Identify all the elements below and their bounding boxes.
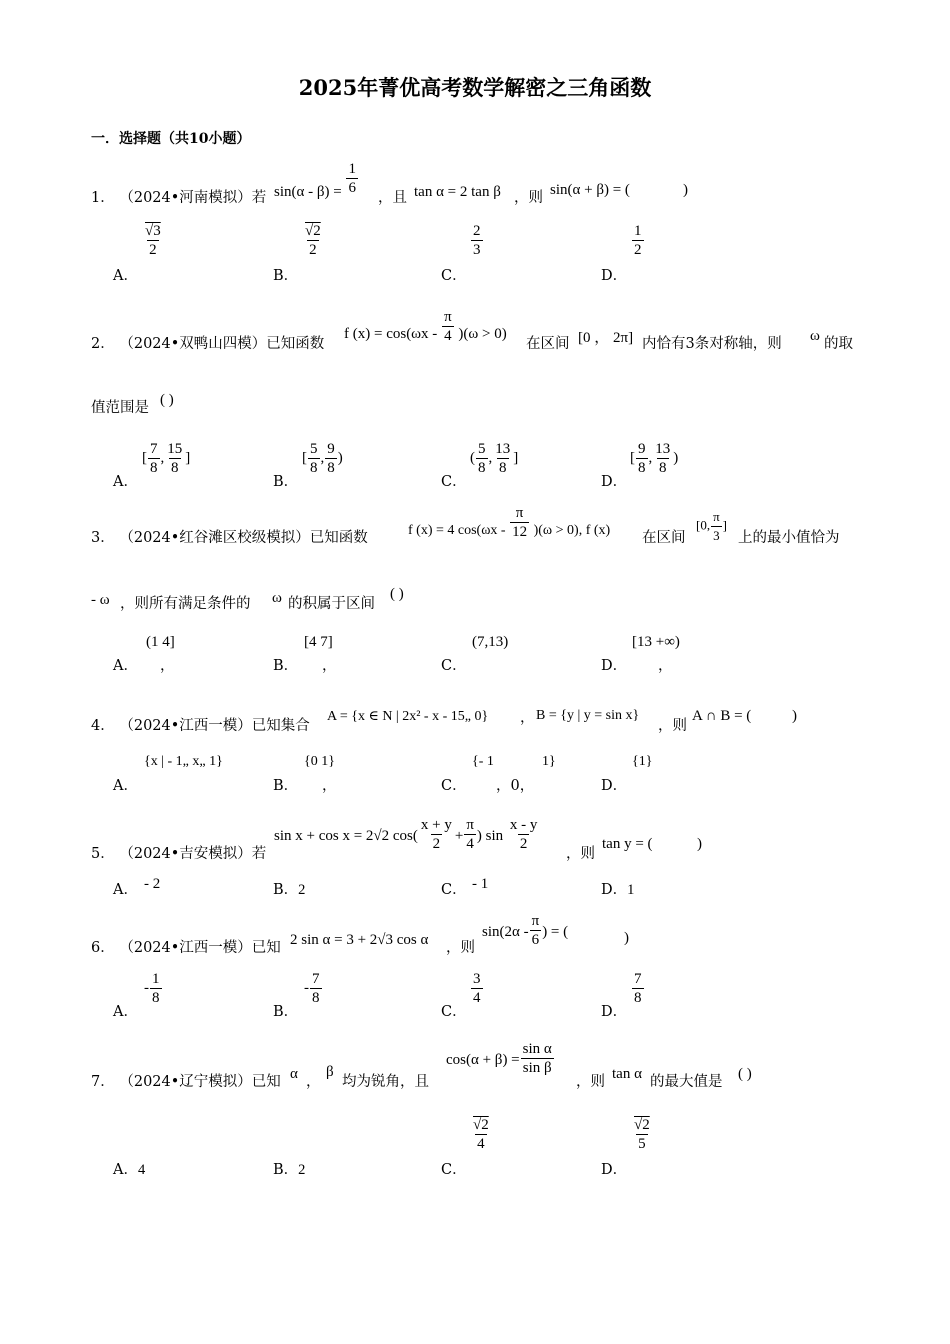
set-a: A = {x ∈ N | 2x² - x - 15„ 0} (327, 709, 489, 724)
numerator: 2 (473, 223, 481, 239)
numerator: π (466, 817, 474, 833)
denominator: 8 (312, 990, 320, 1006)
equation (274, 816, 540, 853)
stem-text: 值范围是 (91, 400, 149, 416)
option-c-value: {- 1 (472, 754, 494, 769)
option-letter: B． (273, 882, 299, 898)
omega-symbol: ω (810, 328, 820, 344)
sign: - (304, 979, 309, 996)
numerator: 1 (152, 971, 160, 987)
bracket: ] (185, 449, 191, 466)
numerator: 7 (150, 441, 158, 457)
numerator: sin α (522, 1041, 552, 1057)
numerator: 9 (638, 441, 646, 457)
option-b-value: 2 (298, 1162, 306, 1178)
function-expression (344, 308, 507, 345)
option-d-value (631, 222, 645, 259)
section-heading: 一．选择题（共10小题） (91, 131, 251, 147)
option-a-value (144, 970, 163, 1007)
question-1-condition (274, 160, 359, 200)
question-source: （2024•红谷滩区校级模拟）已知函数 (119, 530, 368, 546)
option-d-value: [ $\frac{9}{8}$ , $\frac{13}{8}$ ) (630, 441, 679, 476)
question-1-stem (91, 188, 266, 208)
equation: 2 sin α = 3 + 2√3 cos α (290, 932, 429, 948)
numerator: π (444, 309, 452, 325)
option-c-value: (7,13) (472, 634, 509, 650)
equation-text: ) sin (476, 827, 504, 844)
answer-paren: ( ) (160, 392, 174, 408)
option-d-value: {1} (632, 754, 653, 769)
numerator: 13 (655, 441, 671, 457)
stem-text: 的积属于区间 (288, 596, 375, 612)
option-b[interactable]: B． (273, 1004, 299, 1020)
denominator: 2 (149, 242, 157, 258)
question-ask: tan y = ( (602, 836, 653, 852)
option-a[interactable]: A． (113, 778, 138, 794)
connector: ，则 (658, 718, 687, 734)
numerator: 5 (310, 441, 318, 457)
omega-symbol: ω (272, 590, 282, 606)
option-a[interactable]: A． (113, 268, 138, 284)
bracket: ( (470, 449, 475, 466)
numerator: π (531, 913, 540, 929)
denominator: 2 (309, 242, 317, 258)
answer-paren: ) (624, 930, 629, 946)
option-c-value (470, 970, 484, 1007)
stem-text: 均为锐角，且 (342, 1074, 429, 1090)
denominator: 8 (478, 460, 486, 476)
answer-paren: ) (683, 182, 688, 198)
question-number: 1． (91, 190, 115, 206)
option-b-value: 2 (298, 882, 306, 898)
question-source: （2024•辽宁模拟）已知 (119, 1074, 281, 1090)
fraction (346, 160, 358, 197)
question-3-stem (91, 528, 368, 548)
question-ask: A ∩ B = ( (692, 708, 752, 724)
denominator: 2 (519, 836, 528, 852)
question-4-stem (91, 716, 310, 736)
numerator: 3 (473, 971, 481, 987)
question-source: （2024•江西一模）已知集合 (119, 718, 310, 734)
question-7-stem (91, 1072, 281, 1092)
option-d[interactable]: D． (601, 778, 628, 794)
option-c[interactable]: C． (441, 474, 467, 490)
bracket: ] (513, 449, 519, 466)
answer-paren: ) (697, 836, 702, 852)
operator: + (454, 827, 464, 844)
question-ask: sin(α + β) = ( (550, 182, 630, 198)
condition-text: sin(α - β) = (274, 183, 342, 200)
option-separator: ， (160, 658, 175, 674)
option-c-value: - 1 (472, 876, 489, 892)
option-c-value (470, 1116, 492, 1153)
answer-paren: ( ) (738, 1066, 752, 1082)
option-d-value: [13 +∞) (632, 634, 680, 650)
numerator: x - y (509, 817, 538, 833)
denominator: 2 (634, 242, 642, 258)
denominator: 5 (638, 1136, 646, 1152)
set-b: B = {y | y = sin x} (536, 708, 640, 723)
math-expression: - ω (91, 592, 110, 608)
denominator: 8 (659, 460, 667, 476)
option-separator: ， (322, 778, 337, 794)
numerator: 5 (478, 441, 486, 457)
question-source: （2024•河南模拟）若 (119, 190, 267, 206)
function-text: )(ω > 0) (458, 325, 507, 342)
bracket: [0, (696, 517, 711, 533)
numerator: √2 (305, 223, 321, 239)
function-expression (408, 504, 610, 541)
option-d[interactable] (601, 878, 634, 899)
question-number: 4． (91, 718, 115, 734)
option-d[interactable]: D． (601, 474, 628, 490)
question-number: 6． (91, 940, 115, 956)
option-a-value: [ $\frac{7}{8}$ , $\frac{15}{8}$ ] (142, 441, 191, 476)
bracket: ) (337, 449, 343, 466)
denominator: 8 (499, 460, 507, 476)
fraction (442, 308, 454, 345)
denominator: 8 (171, 460, 179, 476)
numerator: 9 (327, 441, 335, 457)
option-b-value: [4 7] (304, 634, 333, 650)
stem-text: 上的最小值恰为 (738, 530, 840, 546)
denominator: 4 (477, 1136, 485, 1152)
option-c[interactable]: C． (441, 268, 467, 284)
denominator: sin β (522, 1060, 552, 1076)
option-separator: ， (658, 658, 673, 674)
option-separator: ， (322, 658, 337, 674)
option-d[interactable]: D． (601, 268, 628, 284)
numerator: 7 (634, 971, 642, 987)
connector: ，则 (446, 940, 475, 956)
option-c[interactable]: C． (441, 1004, 467, 1020)
option-a[interactable]: A． (113, 1004, 138, 1020)
denominator: 6 (531, 932, 540, 948)
question-number: 3． (91, 530, 115, 546)
stem-text: 在区间 (642, 530, 686, 546)
option-b-value: {0 1} (304, 754, 335, 769)
option-letter: B． (273, 1162, 299, 1178)
denominator: 6 (348, 180, 356, 196)
option-a-value: (1 4] (146, 634, 175, 650)
denominator: 4 (473, 990, 481, 1006)
connector: ，且 (378, 190, 407, 206)
question-2-stem (91, 334, 324, 354)
stem-text: 的取 (824, 336, 853, 352)
option-b-value (302, 222, 324, 259)
option-b-value: [ $\frac{5}{8}$ , $\frac{9}{8}$ ) (302, 441, 343, 476)
answer-paren: ) (792, 708, 797, 724)
connector: ，则 (514, 190, 543, 206)
bracket: [ (142, 449, 147, 466)
denominator: 4 (466, 836, 474, 852)
beta-symbol: β (326, 1064, 334, 1080)
option-d-value (631, 1116, 653, 1153)
question-source: （2024•吉安模拟）若 (119, 846, 267, 862)
option-b[interactable] (273, 1158, 305, 1179)
ask-text: sin(2α - (482, 923, 529, 940)
numerator: 7 (312, 971, 320, 987)
function-text: f (x) = cos(ωx - (344, 325, 438, 342)
function-text: f (x) = 4 cos(ωx - (408, 522, 506, 538)
question-number: 2． (91, 336, 115, 352)
alpha-symbol: α (290, 1066, 298, 1082)
question-number: 5． (91, 846, 115, 862)
fraction (510, 504, 529, 541)
question-number: 7． (91, 1074, 115, 1090)
denominator: 12 (512, 524, 528, 540)
numerator: π (515, 505, 524, 521)
tan-expression: tan α (612, 1066, 642, 1082)
option-letter: D． (601, 882, 628, 898)
question-source: （2024•双鸭山四模）已知函数 (119, 336, 325, 352)
option-a-value: {x | - 1„ x„ 1} (144, 754, 223, 769)
option-c-value: ( $\frac{5}{8}$ , $\frac{13}{8}$ ] (470, 441, 519, 476)
option-a[interactable] (113, 1158, 145, 1179)
option-a[interactable]: A． (113, 658, 138, 674)
denominator: 8 (634, 990, 642, 1006)
bracket: ] (722, 517, 728, 533)
option-a[interactable]: A． (113, 882, 138, 898)
option-letter: A． (113, 1162, 138, 1178)
numerator: 1 (634, 223, 642, 239)
equation (446, 1040, 555, 1077)
option-d[interactable]: D． (601, 1004, 628, 1020)
equation-text: cos(α + β) = (446, 1051, 520, 1068)
denominator: 2 (432, 836, 441, 852)
numerator: √2 (473, 1117, 489, 1133)
denominator: 8 (638, 460, 646, 476)
ask-text: ) = ( (542, 923, 569, 940)
option-d-value (631, 970, 645, 1007)
option-a-value: 4 (137, 1162, 146, 1178)
bracket: ) (673, 449, 679, 466)
page-title: 2025年菁优高考数学解密之三角函数 (298, 75, 652, 100)
connector: ， (520, 710, 535, 726)
answer-paren: ( ) (390, 586, 404, 602)
denominator: 8 (327, 460, 335, 476)
connector: ，则 (576, 1074, 605, 1090)
option-c[interactable]: C． (441, 1162, 467, 1178)
option-b[interactable] (273, 878, 305, 899)
bracket: [ (630, 449, 635, 466)
connector: ，则 (566, 846, 595, 862)
option-b[interactable]: B． (273, 778, 299, 794)
option-b[interactable]: B． (273, 268, 299, 284)
question-ask (482, 912, 568, 949)
option-a[interactable]: A． (113, 474, 138, 490)
option-a-value: - 2 (144, 876, 161, 892)
stem-text: 内恰有3条对称轴，则 (642, 336, 782, 352)
option-c-value: 1} (542, 754, 556, 769)
denominator: 8 (152, 990, 160, 1006)
option-d[interactable]: D． (601, 1162, 628, 1178)
option-c[interactable]: C． (441, 778, 467, 794)
option-separator: ，0， (496, 778, 535, 794)
numerator: √2 (634, 1117, 650, 1133)
function-text: )(ω > 0), f (x) (533, 522, 611, 538)
question-5-stem (91, 844, 266, 864)
denominator: 4 (444, 328, 452, 344)
denominator: 3 (473, 242, 481, 258)
interval (696, 508, 727, 545)
equation-text: sin x + cos x = 2√2 cos( (274, 827, 418, 844)
sign: - (144, 979, 149, 996)
question-source: （2024•江西一模）已知 (119, 940, 281, 956)
denominator: 8 (150, 460, 158, 476)
numerator: √3 (145, 223, 161, 239)
option-d[interactable]: D． (601, 658, 628, 674)
numerator: π (713, 509, 720, 524)
denominator: 3 (713, 528, 720, 543)
numerator: 15 (167, 441, 183, 457)
option-d-value: 1 (627, 882, 635, 898)
question-6-stem (91, 938, 281, 958)
option-c[interactable]: C． (441, 658, 467, 674)
interval: [0 ， 2π] (578, 330, 634, 346)
option-c-value (470, 222, 484, 259)
option-c[interactable]: C． (441, 882, 467, 898)
condition-text: tan α = 2 tan β (414, 184, 501, 200)
stem-text: ，则所有满足条件的 (120, 596, 251, 612)
stem-text: 在区间 (526, 336, 570, 352)
option-b[interactable]: B． (273, 658, 299, 674)
numerator: x + y (420, 817, 452, 833)
option-a-value (142, 222, 164, 259)
numerator: 13 (495, 441, 511, 457)
option-b-value (304, 970, 323, 1007)
bracket: [ (302, 449, 307, 466)
stem-text: 的最大值是 (650, 1074, 723, 1090)
connector: ， (306, 1074, 321, 1090)
numerator: 1 (348, 161, 356, 177)
option-b[interactable]: B． (273, 474, 299, 490)
denominator: 8 (310, 460, 318, 476)
